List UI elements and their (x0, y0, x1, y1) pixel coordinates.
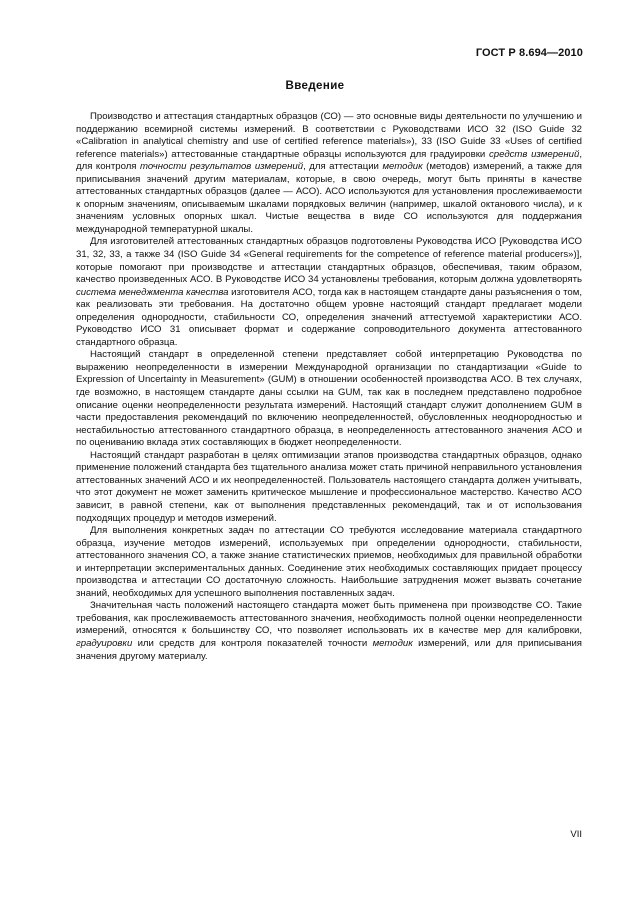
text-run: Значительная часть положений настоящего стандарта может быть применена при производстве СО. Такие требования, как прослеживаемость аттестованного значения, необходимость полной оценки неопределенности измерений, относятся к большинству СО, что позволяет использовать их в качестве мер для калибровки, (76, 600, 582, 637)
italic-term: система менеджмента качества (76, 286, 229, 298)
section-title: Введение (285, 80, 345, 92)
italic-term: методик (382, 161, 423, 173)
text-run: Настоящий стандарт разработан в целях оптимизации этапов производства стандартных образцов, однако применение положений стандарта без тщательного анализа может стать причиной неправильного установления аттестованных значений АСО и их неопределенностей. Пользователь настоящего стандарта должен учитывать, что этот документ не может заменить критическое мышление и профессиональное мастерство. Качество АСО зависит, в равной степени, как от выполнения представленных рекомендаций, так и от использования подходящих процедур и методов измерений. (76, 449, 582, 524)
body-paragraph (76, 349, 582, 449)
text-run: , для аттестации (303, 161, 383, 173)
text-run: Настоящий стандарт в определенной степени представляет собой интерпретацию Руководства по выражению неопределенности в измерении Международной организации по стандартизации «Guide to Expression of Uncertainty in Measurement» (GUM) в отношении особенностей производства АСО. В тех случаях, где возможно, в настоящем стандарте даны ссылки на GUM, так как в последнем представлено подробное описание оценки неопределенности результата измерений. Настоящий стандарт служит дополнением GUM в части предоставления рекомендаций по включению неопределенностей, обусловленных неоднородностью и нестабильностью аттестованного стандартного образца, в неопределенность аттестованного значения АСО и по оцениванию вклада этих составляющих в бюджет неопределенности. (76, 349, 582, 449)
italic-term: методик (372, 637, 413, 649)
introduction-body (76, 111, 582, 663)
text-run: Для изготовителей аттестованных стандартных образцов подготовлены Руководства ИСО [Руководства ИСО 31, 32, 33, а также 34 (ISO Guide 34 «General requirements for the competence of reference material producers»)], которые помогают при производстве и аттестации стандартных образцов, обеспечивая, таким образом, качество произведенных АСО. В Руководстве ИСО 34 установлены требования, которым должна удовлетворять (76, 236, 582, 286)
italic-term: точности результатов измерений (140, 161, 304, 173)
text-run: (методов) измерений, а также для приписывания значений другим материалам, которые, в свою очередь, могут быть приняты в качестве аттестованных стандартных образцов (далее — АСО). АСО используются для установления прослеживаемости к опорным значениям, описываемым шкалами порядковых величин (например, шкалой октанового числа), и к значениям условных опорных шкал. Чистые вещества в виде СО используются для поддержания международной температурной шкалы. (76, 161, 582, 235)
body-paragraph (76, 525, 582, 600)
text-run: Для выполнения конкретных задач по аттестации СО требуются исследование материала стандартного образца, изучение методов измерений, используемых при определении однородности, стабильности, аттестованного значения СО, а также знание статистических приемов, необходимых для правильной обработки и интерпретации экспериментальных данных. Соединение этих необходимых составляющих придает процессу производства и аттестации СО достаточную сложность. Наибольшие затруднения может вызвать сочетание знаний, необходимых для успешного выполнения поставленных задач. (76, 525, 582, 599)
standard-id-header: ГОСТ Р 8.694—2010 (475, 47, 583, 59)
body-paragraph (76, 450, 582, 525)
italic-term: градуировки (76, 637, 133, 649)
page-number: VII (570, 829, 582, 840)
text-run: изготовителя АСО, тогда как в настоящем стандарте даны разъяснения о том, как реализовать эти требования. На достаточно общем уровне настоящий стандарт предлагает модели определения однородности, стабильности СО, определения значений аттестуемой характеристики АСО. Руководство ИСО 31 описывает формат и содержание сопроводительного документа аттестованного стандартного образца. (76, 286, 582, 348)
italic-term: средств измерений (488, 148, 580, 160)
body-paragraph (76, 600, 582, 663)
text-run: , для контроля (76, 148, 582, 173)
text-run: измерений, или для приписывания значения другому материалу. (76, 637, 582, 662)
body-paragraph (76, 111, 582, 236)
text-run: или средств для контроля показателей точности (132, 637, 373, 649)
body-paragraph (76, 236, 582, 349)
text-run: Производство и аттестация стандартных образцов (СО) — это основные виды деятельности по улучшению и поддержанию всемирной системы измерений. В соответствии с Руководствами ИСО 32 (ISO Guide 32 «Calibration in analytical chemistry and use of certified reference materials»), 33 (ISO Guide 33 «Uses of certified reference materials») аттестованные стандартные образцы используются для градуировки (76, 111, 582, 160)
